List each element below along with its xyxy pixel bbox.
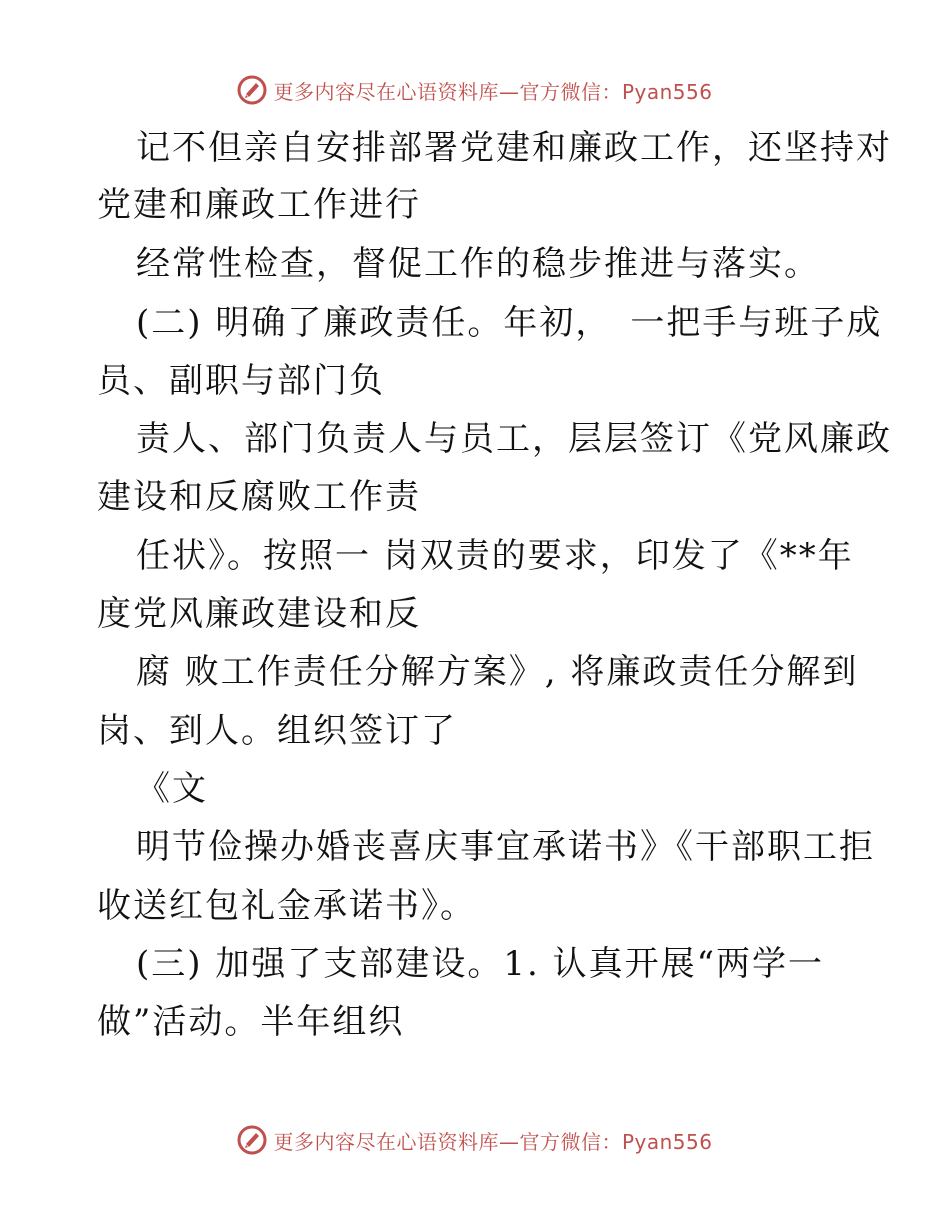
body-line: 责人、部门负责人与员工，层层签订《党风廉政 bbox=[136, 419, 892, 459]
header-banner-text: 更多内容尽在心语资料库—官方微信：Pyan556 bbox=[273, 79, 713, 104]
footer-banner bbox=[0, 1124, 950, 1156]
body-line: 员、副职与部门负 bbox=[97, 361, 385, 401]
body-line: 《文 bbox=[136, 769, 208, 809]
body-line: (三) 加强了支部建设。1. 认真开展“两学一 bbox=[136, 944, 824, 984]
body-line: 度党风廉政建设和反 bbox=[97, 594, 421, 634]
body-line: 腐 败工作责任分解方案》, 将廉政责任分解到 bbox=[136, 652, 859, 692]
body-line: (二) 明确了廉政责任。年初， 一把手与班子成 bbox=[136, 303, 883, 343]
body-line: 任状》。按照一 岗双责的要求，印发了《**年 bbox=[136, 536, 854, 576]
body-line: 做”活动。半年组织 bbox=[97, 1002, 405, 1042]
body-line: 经常性检查，督促工作的稳步推进与落实。 bbox=[136, 244, 820, 284]
body-line: 收送红包礼金承诺书》。 bbox=[97, 886, 476, 926]
footer-banner-text: 更多内容尽在心语资料库—官方微信：Pyan556 bbox=[273, 1129, 713, 1154]
body-line: 党建和廉政工作进行 bbox=[97, 185, 421, 225]
body-line: 记不但亲自安排部署党建和廉政工作，还坚持对 bbox=[136, 128, 892, 168]
body-line: 岗、到人。组织签订了 bbox=[97, 711, 457, 751]
writing-hand-logo-icon bbox=[237, 1125, 267, 1155]
body-line: 建设和反腐败工作责 bbox=[97, 477, 421, 517]
body-line: 明节俭操办婚丧喜庆事宜承诺书》《干部职工拒 bbox=[136, 827, 875, 867]
